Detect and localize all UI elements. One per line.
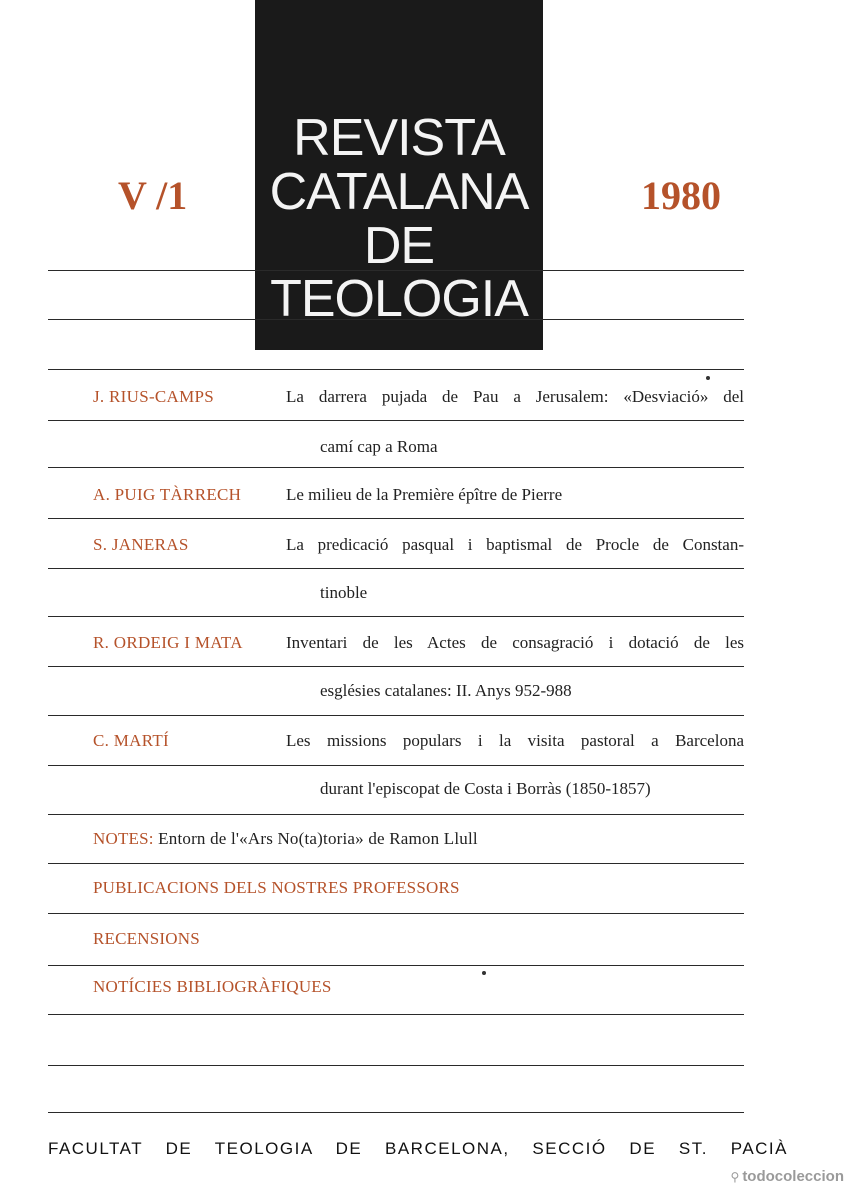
contents-author: C. MARTÍ (93, 731, 169, 750)
watermark-text: todocoleccion (742, 1168, 844, 1185)
journal-title-line-1: REVISTA (293, 109, 505, 167)
contents-title-continued: tinoble (320, 583, 368, 602)
journal-title-line-2: CATALANA (269, 163, 529, 221)
section-heading: PUBLICACIONS DELS NOSTRES PROFESSORS (93, 878, 460, 897)
rule (48, 518, 744, 519)
rule (48, 270, 744, 271)
contents-title: Les missions populars i la visita pastoral a Barcelona (286, 731, 744, 750)
contents-author: S. JANERAS (93, 535, 189, 554)
rule (48, 1014, 744, 1015)
contents-title: La darrera pujada de Pau a Jerusalem: «Desviació» del (286, 387, 744, 406)
publisher-footer: FACULTAT DE TEOLOGIA DE BARCELONA, SECCIÓ DE ST. PACIÀ (48, 1139, 788, 1158)
print-speck (706, 376, 710, 380)
contents-title-continued: camí cap a Roma (320, 437, 438, 456)
rule (48, 420, 744, 421)
section-heading: NOTÍCIES BIBLIOGRÀFIQUES (93, 977, 332, 996)
rule (48, 568, 744, 569)
rule (48, 765, 744, 766)
rule (48, 965, 744, 966)
rule (48, 369, 744, 370)
notes-label: NOTES: (93, 829, 154, 848)
rule (48, 913, 744, 914)
rule (48, 863, 744, 864)
journal-title-block (255, 0, 543, 350)
rule (48, 814, 744, 815)
contents-author: R. ORDEIG I MATA (93, 633, 243, 652)
notes-entry (93, 828, 478, 850)
contents-title-continued: durant l'episcopat de Costa i Borràs (1850-1857) (320, 779, 651, 798)
rule (48, 715, 744, 716)
contents-title: La predicació pasqual i baptismal de Procle de Constan- (286, 535, 744, 554)
print-speck (482, 971, 486, 975)
contents-title: Inventari de les Actes de consagració i dotació de les (286, 633, 744, 652)
contents-title: Le milieu de la Première épître de Pierre (286, 485, 563, 504)
contents-author: J. RIUS-CAMPS (93, 387, 215, 406)
rule (48, 1065, 744, 1066)
section-heading: RECENSIONS (93, 929, 200, 948)
rule (48, 319, 744, 320)
volume-number: V /1 (118, 173, 188, 218)
journal-title-line-3: DE (363, 217, 435, 275)
contents-title-continued: esglésies catalanes: II. Anys 952-988 (320, 681, 572, 700)
journal-title-line-4: TEOLOGIA (270, 270, 528, 328)
rule (48, 616, 744, 617)
issue-year: 1980 (641, 173, 721, 218)
watermark (731, 1168, 844, 1185)
rule (48, 666, 744, 667)
contents-author: A. PUIG TÀRRECH (93, 485, 242, 504)
rule (48, 467, 744, 468)
notes-text: Entorn de l'«Ars No(ta)toria» de Ramon Llull (158, 829, 478, 848)
rule (48, 1112, 744, 1113)
search-icon: ⚲ (730, 1170, 740, 1184)
